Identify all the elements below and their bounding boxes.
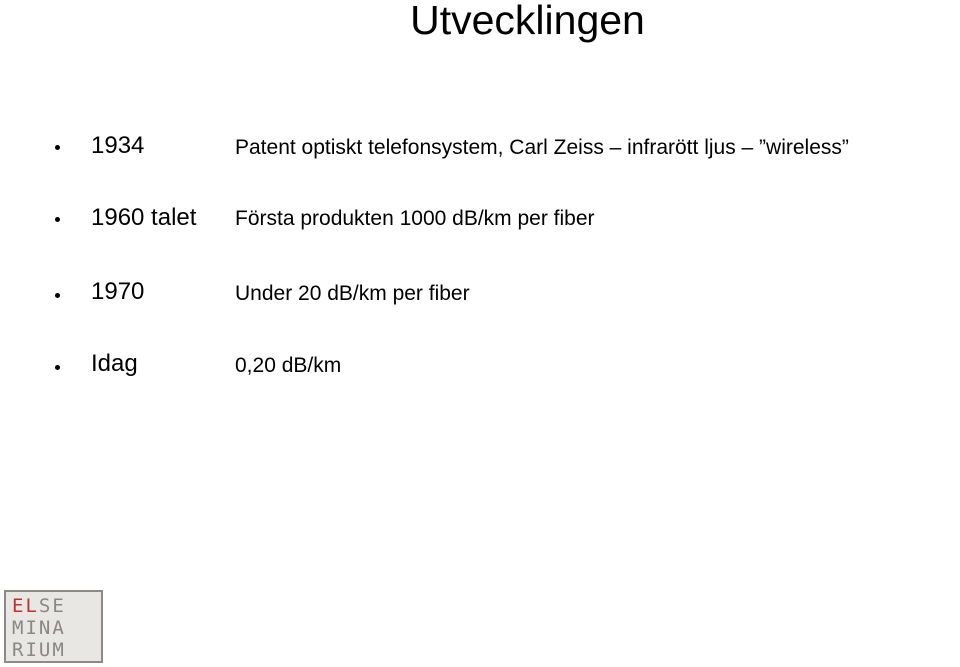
logo-line-2: MINA: [12, 617, 66, 639]
slide-title: Utvecklingen: [410, 0, 645, 43]
list-item: [0, 130, 960, 166]
item-text: Under 20 dB/km per fiber: [235, 282, 470, 305]
elseminarium-logo: [4, 590, 103, 663]
bullet-icon: [55, 293, 60, 298]
item-year: Idag: [91, 350, 138, 377]
list-item: [0, 201, 960, 237]
item-text: Första produkten 1000 dB/km per fiber: [235, 207, 595, 230]
item-text: Patent optiskt telefonsystem, Carl Zeiss – infrarött ljus – ”wireless”: [235, 136, 849, 159]
logo-line-1: [12, 595, 66, 617]
logo-line-3: RIUM: [12, 639, 66, 661]
item-year: 1970: [91, 278, 145, 305]
item-text: 0,20 dB/km: [235, 354, 342, 377]
logo-line-1-rest: SE: [38, 595, 66, 617]
list-item: [0, 277, 960, 313]
item-year: 1934: [91, 132, 145, 159]
logo-highlight-text: EL: [12, 595, 39, 617]
bullet-icon: [55, 217, 60, 222]
bullet-icon: [55, 145, 60, 150]
list-item: [0, 347, 960, 383]
item-year: 1960 talet: [91, 204, 197, 231]
bullet-icon: [55, 365, 60, 370]
